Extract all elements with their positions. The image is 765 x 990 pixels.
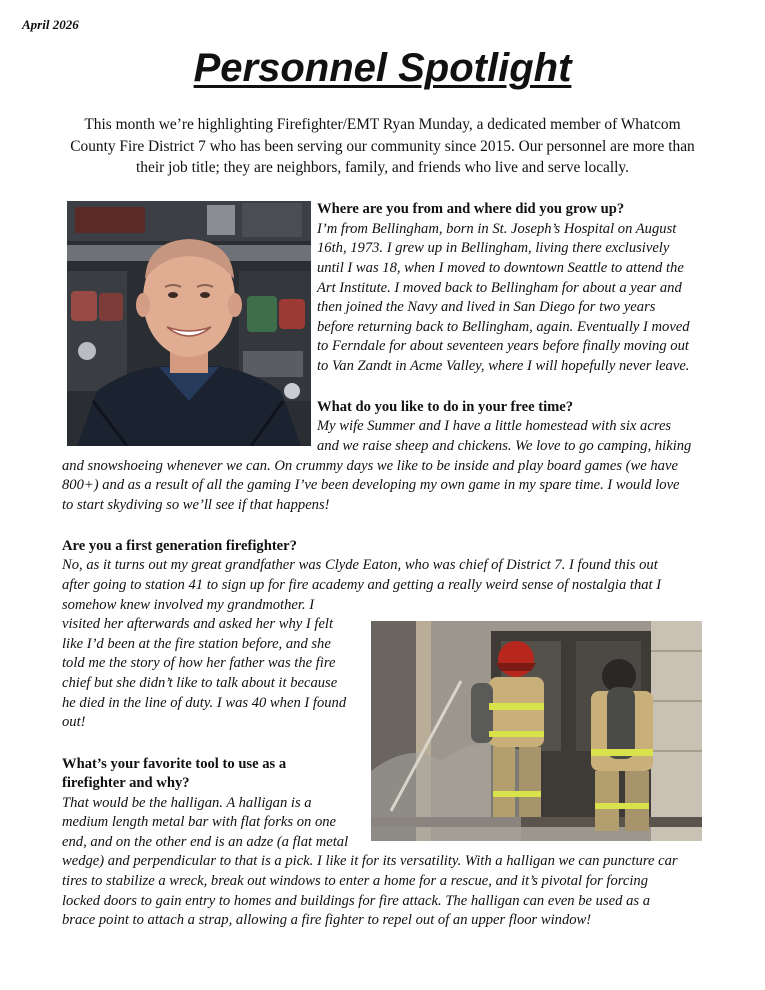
answer-line: somehow knew involved my grandmother. I — [62, 597, 315, 613]
answer-line: to start skydiving so we’ll see if that happens! — [62, 497, 330, 513]
answer-line: until I was 18, when I moved to downtown Seattle to attend the — [317, 260, 684, 276]
answer-line: end, and on the other end is an adze (a flat metal — [62, 834, 349, 850]
answer-line: Art Institute. I moved back to Bellingham for about a year and — [317, 280, 682, 296]
answer-line: like I’d been at the fire station before, and she — [62, 636, 331, 652]
answer-line: he died in the line of duty. I was 40 when I found — [62, 695, 347, 711]
answer-line: I’m from Bellingham, born in St. Joseph’s Hospital on August — [317, 221, 677, 237]
answer-line: No, as it turns out my great grandfather was Clyde Eaton, who was chief of District 7. I found this out — [62, 557, 658, 573]
answer-line: to Ferndale for about seventeen years before finally moving out — [317, 338, 689, 354]
answer-line: and we raise sheep and chickens. We love to go camping, hiking — [317, 438, 692, 454]
issue-date: April 2026 — [22, 17, 79, 32]
intro-paragraph: This month we’re highlighting Firefighter/EMT Ryan Munday, a dedicated member of Whatcom County Fire District 7 who has been serving our community since 2015. Our personnel are more than their job title; they are neighbors, family, and friends who live and serve locally. — [70, 116, 695, 176]
answer-line: That would be the halligan. A halligan is a — [62, 795, 312, 811]
question-heading: Are you a first generation firefighter? — [62, 538, 297, 554]
answer-line: chief but she didn’t like to talk about it because — [62, 675, 338, 691]
answer-line: brace point to attach a strap, allowing a fire fighter to repel out of an upper floor window! — [62, 912, 592, 928]
answer-line: wedge) and perpendicular to that is a pick. I like it for its versatility. With a halligan we can puncture car — [62, 853, 678, 869]
page-title: Personnel Spotlight — [193, 46, 572, 90]
answer-line: to Van Zandt in Acme Valley, where I will hopefully never leave. — [317, 358, 690, 374]
question-heading: What do you like to do in your free time? — [317, 399, 574, 415]
answer-line: out! — [62, 714, 86, 730]
answer-line: then joined the Navy and lived in San Diego for two years — [317, 299, 656, 315]
answer-line: told me the story of how her father was the fire — [62, 655, 336, 671]
answer-line: and snowshoeing whenever we can. On crummy days we like to be inside and play board games (we have — [62, 458, 678, 474]
answer-line: medium length metal bar with flat forks on one — [62, 814, 337, 830]
answer-line: My wife Summer and I have a little homestead with six acres — [317, 418, 672, 434]
answer-line: after going to station 41 to sign up for fire academy and getting a really weird sense of nostalgia that I — [62, 577, 662, 593]
question-heading: Where are you from and where did you grow up? — [317, 201, 625, 217]
firefighters-photo — [371, 621, 702, 841]
portrait-photo — [67, 201, 311, 446]
question-heading: What’s your favorite tool to use as a — [62, 756, 287, 772]
question-heading: firefighter and why? — [62, 775, 190, 791]
answer-line: before returning back to Bellingham, again. Eventually I moved — [317, 319, 690, 335]
answer-line: 16th, 1973. I grew up in Bellingham, living there exclusively — [317, 240, 670, 256]
answer-line: tires to stabilize a wreck, break out windows to enter a home for a rescue, and it’s pivotal for forcing — [62, 873, 648, 889]
answer-line: visited her afterwards and asked her why I felt — [62, 616, 334, 632]
answer-line: locked doors to gain entry to homes and buildings for fire attack. The halligan can even be used as a — [62, 893, 650, 909]
answer-line: 800+) and as a result of all the gaming I’ve been developing my own game in my spare time. I would love — [62, 477, 680, 493]
